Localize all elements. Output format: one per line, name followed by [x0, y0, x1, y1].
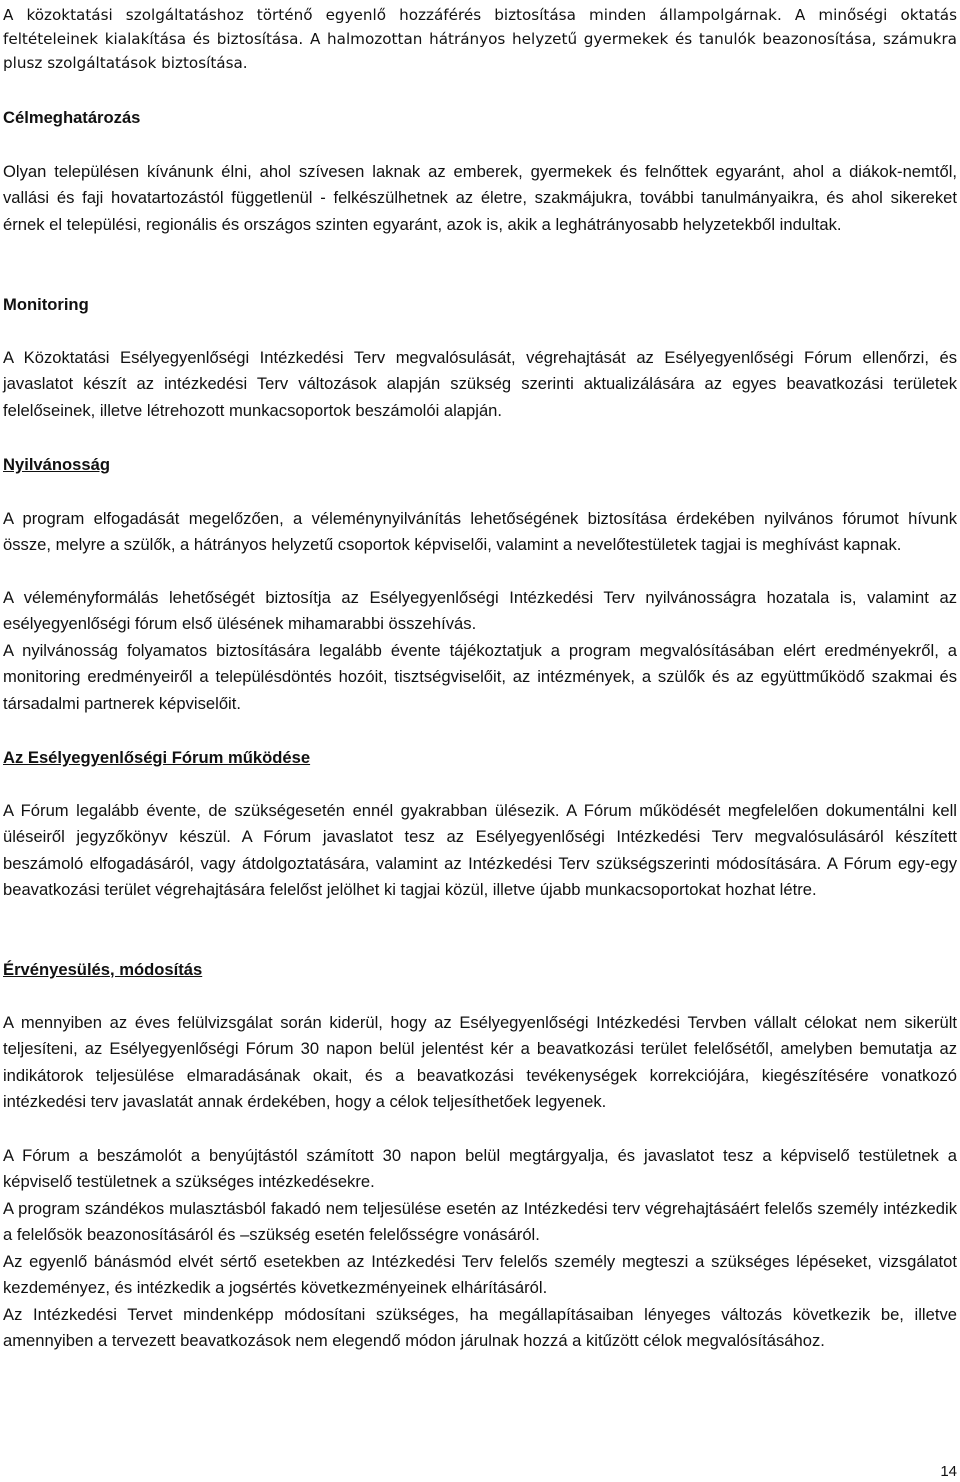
ervenyesules-paragraph-1: A mennyiben az éves felülvizsgálat során kiderül, hogy az Esélyegyenlőségi Intézkedési Tervben vállalt célokat nem sikerült teljesíteni, az Esélyegyenlőségi Fórum 30 napon belül jelentést kér a beavatkozási terület felelősétől, amelyben bemutatja az indikátorok teljesülése elmaradásának okait, és a beavatkozási tevékenységek korrekciójára, kiegészítésére vonatkozó intézkedési terv javaslatát annak érdekében, hogy a célok teljesíthetőek legyenek.: [3, 1013, 957, 1112]
nyilvanossag-paragraph-1: A program elfogadását megelőzően, a véleménynyilvánítás lehetőségének biztosítása érdekében nyilvános fórumot hívunk össze, melyre a szülők, a hátrányos helyzetű csoportok képviselői, valamint a nevelőtestületek tagjai is meghívást kapnak.: [3, 509, 957, 555]
heading-celmeghatarozas: Célmeghatározás: [3, 108, 141, 127]
heading-nyilvanossag: Nyilvánosság: [3, 455, 110, 474]
celmeghatarozas-paragraph: Olyan településen kívánunk élni, ahol szívesen laknak az emberek, gyermekek és felnőttek egyaránt, ahol a diákok-nemtől, vallási és faji hovatartozástól függetlenül - felkészülhetnek az életre, szakmájukra, további tanulmányaikra, és ahol sikereket érnek el települési, regionális és országos szinten egyaránt, azok is, akik a leghátrányosabb helyzetekből indultak.: [3, 162, 957, 234]
heading-ervenyesules: Érvényesülés, módosítás: [3, 960, 203, 979]
ervenyesules-paragraph-5: Az Intézkedési Tervet mindenképp módosítani szükséges, ha megállapításaiban lényeges változás következik be, illetve amennyiben a tervezett beavatkozások nem elegendő módon járulnak hozzá a kitűzött célok megvalósításához.: [3, 1305, 957, 1351]
monitoring-paragraph: A Közoktatási Esélyegyenlőségi Intézkedési Terv megvalósulását, végrehajtását az Esélyegyenlőségi Fórum ellenőrzi, és javaslatot készít az intézkedési Terv változások alapján szükség szerinti aktualizálására az egyes beavatkozási területek felelőseinek, illetve létrehozott munkacsoportok beszámolói alapján.: [3, 348, 957, 420]
nyilvanossag-paragraph-2: A véleményformálás lehetőségét biztosítja az Esélyegyenlőségi Intézkedési Terv nyilvánosságra hozatala is, valamint az esélyegyenlőségi fórum első ülésének mihamarabbi összehívás.: [3, 588, 957, 634]
ervenyesules-paragraph-3: A program szándékos mulasztásból fakadó nem teljesülése esetén az Intézkedési terv végrehajtásáért felelős személy intézkedik a felelősök beazonosításáról és –szükség esetén felelősségre vonásáról.: [3, 1199, 957, 1245]
forum-paragraph: A Fórum legalább évente, de szükségesetén ennél gyakrabban ülésezik. A Fórum működését megfelelően dokumentálni kell üléseiről jegyzőkönyv készül. A Fórum javaslatot tesz az Esélyegyenlőségi Intézkedési Terv megvalósulásáról készített beszámoló elfogadásáról, vagy átdolgoztatására, valamint az Intézkedési Terv szükségszerinti módosítására. A Fórum egy-egy beavatkozási terület végrehajtására felelőst jelölhet ki tagjai közül, illetve újabb munkacsoportokat hozhat létre.: [3, 801, 957, 900]
page-number: 14: [940, 1463, 957, 1480]
heading-forum-mukodese: Az Esélyegyenlőségi Fórum működése: [3, 748, 311, 767]
nyilvanossag-paragraph-3: A nyilvánosság folyamatos biztosítására legalább évente tájékoztatjuk a program megvalósításában elért eredményekről, a monitoring eredményeiről a településdöntés hozóit, tisztségviselőit, az intézmények, a szülők és az együttműködő szakmai és társadalmi partnerek képviselőit.: [3, 641, 957, 713]
ervenyesules-paragraph-2: A Fórum a beszámolót a benyújtástól számított 30 napon belül megtárgyalja, és javaslatot tesz a képviselő testületnek a képviselő testületnek a szükséges intézkedésekre.: [3, 1146, 957, 1192]
ervenyesules-paragraph-4: Az egyenlő bánásmód elvét sértő esetekben az Intézkedési Terv felelős személy megteszi a szükséges lépéseket, vizsgálatot kezdeményez, és intézkedik a jogsértés következményeinek elhárításáról.: [3, 1252, 957, 1298]
intro-paragraph: A közoktatási szolgáltatáshoz történő egyenlő hozzáférés biztosítása minden állampolgárnak. A minőségi oktatás feltételeinek kialakítása és biztosítása. A halmozottan hátrányos helyzetű gyermekek és tanulók beazonosítása, számukra plusz szolgáltatások biztosítása.: [3, 6, 957, 72]
heading-monitoring: Monitoring: [3, 295, 89, 314]
